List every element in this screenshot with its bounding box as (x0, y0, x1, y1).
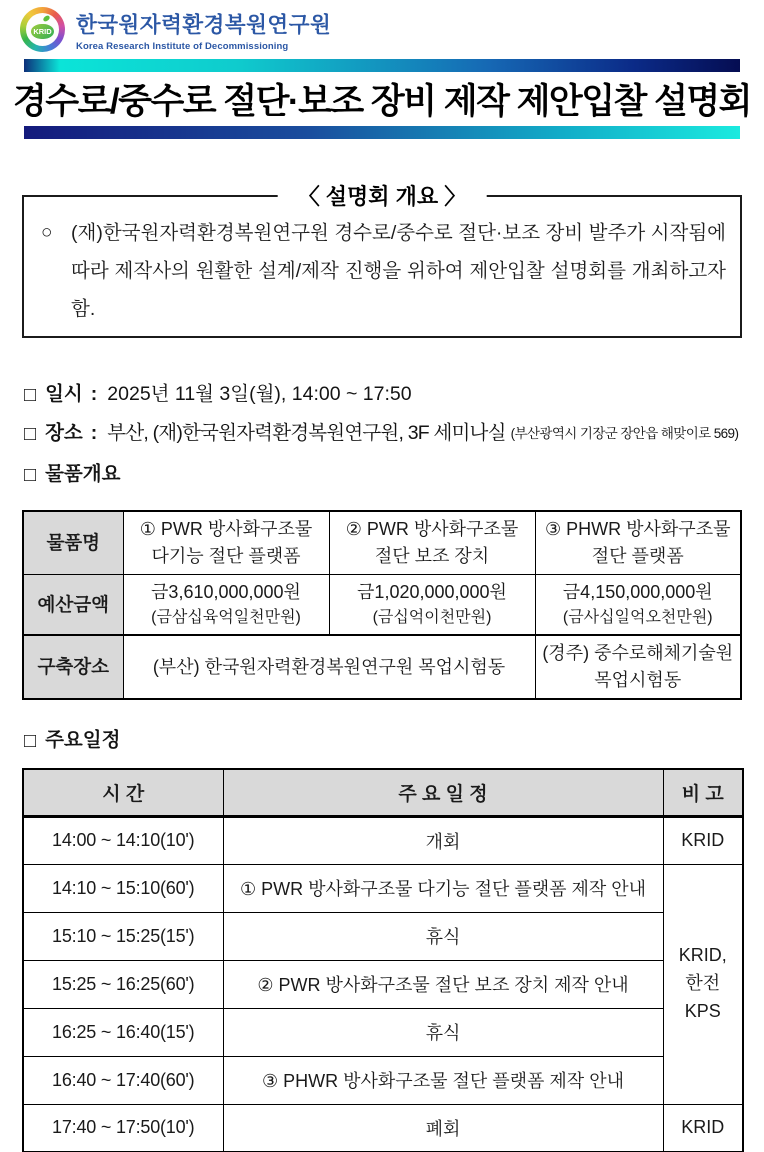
row3-event: 휴식 (223, 912, 663, 960)
item1-name (123, 511, 329, 575)
org-header (0, 0, 764, 52)
table-row (23, 912, 743, 960)
row1-time: 14:00 ~ 14:10(10') (23, 816, 223, 864)
item3-name (535, 511, 741, 575)
overview-heading: 〈 설명회 개요 〉 (278, 180, 487, 211)
row-header-location: 구축장소 (23, 635, 123, 699)
table-row (23, 1008, 743, 1056)
datetime-line (24, 378, 764, 406)
krid-logo-text: KRID (31, 24, 54, 39)
row-header-item-name: 물품명 (23, 511, 123, 575)
table-row (23, 635, 741, 699)
row4-time: 15:25 ~ 16:25(60') (23, 960, 223, 1008)
row1-note: KRID (663, 816, 743, 864)
org-name-english: Korea Research Institute of Decommissioning (76, 40, 289, 52)
venue-label: 장소 (45, 422, 83, 445)
sprout-icon (42, 15, 50, 22)
org-name-block (76, 8, 331, 52)
row2-event: ① PWR 방사화구조물 다기능 절단 플랫폼 제작 안내 (223, 864, 663, 912)
item3-budget-hangul: (금사십일억오천만원) (562, 609, 713, 627)
item1-budget-amount: 금3,610,000,000원 (151, 582, 301, 603)
row-header-budget: 예산금액 (23, 575, 123, 636)
schedule-table (22, 768, 744, 1152)
item2-budget-amount: 금1,020,000,000원 (357, 582, 507, 603)
venue-value: 부산, (재)한국원자력환경복원연구원, 3F 세미나실 (107, 422, 506, 445)
items-overview-table (22, 510, 742, 700)
item3-name-line2: 절단 플랫폼 (591, 546, 684, 567)
location-gyeongju (535, 635, 741, 699)
header-time: 시 간 (23, 769, 223, 816)
overview-box (22, 184, 742, 338)
header-note: 비 고 (663, 769, 743, 816)
items-heading-text: 물품개요 (45, 463, 121, 486)
row7-note: KRID (663, 1104, 743, 1152)
row5-event: 휴식 (223, 1008, 663, 1056)
item2-name (329, 511, 535, 575)
item1-budget (123, 575, 329, 636)
merged-note-line2: 한전KPS (684, 973, 721, 1021)
square-bullet: □ (24, 384, 37, 407)
colon-separator: : (90, 383, 98, 406)
row2-time: 14:10 ~ 15:10(60') (23, 864, 223, 912)
row1-event: 개회 (223, 816, 663, 864)
krid-logo-icon (20, 7, 65, 52)
circle-bullet: ○ (41, 222, 53, 243)
location-busan: (부산) 한국원자력환경복원연구원 목업시험동 (123, 635, 535, 699)
table-row (23, 1104, 743, 1152)
location-gyeongju-line1: (경주) 중수로해체기술원 (542, 643, 734, 664)
table-row (23, 864, 743, 912)
item2-budget-hangul: (금십억이천만원) (372, 609, 492, 627)
merged-note-cell (663, 864, 743, 1104)
item1-name-line1: ① PWR 방사화구조물 (139, 519, 313, 540)
square-bullet: □ (24, 423, 37, 446)
row7-event: 폐회 (223, 1104, 663, 1152)
header-event: 주 요 일 정 (223, 769, 663, 816)
overview-body: (재)한국원자력환경복원연구원 경수로/중수로 절단·보조 장비 발주가 시작됨에 따라 제작사의 원활한 설계/제작 진행을 위하여 제안입찰 설명회를 개최하고자 함. (71, 222, 726, 321)
item2-name-line2: 절단 보조 장치 (374, 546, 490, 567)
item3-budget-amount: 금4,150,000,000원 (562, 582, 713, 603)
merged-note-line1: KRID, (678, 945, 727, 966)
row5-time: 16:25 ~ 16:40(15') (23, 1008, 223, 1056)
item2-budget (329, 575, 535, 636)
location-gyeongju-line2: 목업시험동 (594, 670, 682, 691)
table-row (23, 575, 741, 636)
table-row (23, 960, 743, 1008)
datetime-label: 일시 (45, 383, 83, 406)
table-row (23, 1056, 743, 1104)
schedule-heading-text: 주요일정 (45, 729, 121, 752)
venue-address-note: (부산광역시 기장군 장안읍 해맞이로 569) (510, 426, 739, 442)
table-row (23, 511, 741, 575)
krid-logo-inner (26, 13, 59, 46)
square-bullet: □ (24, 730, 37, 753)
schedule-section-heading (24, 724, 764, 752)
datetime-value: 2025년 11월 3일(월), 14:00 ~ 17:50 (107, 383, 412, 406)
item1-name-line2: 다기능 절단 플랫폼 (151, 546, 301, 567)
table-row (23, 816, 743, 864)
document-title: 경수로/중수로 절단·보조 장비 제작 제안입찰 설명회 (12, 82, 751, 121)
row7-time: 17:40 ~ 17:50(10') (23, 1104, 223, 1152)
item3-name-line1: ③ PHWR 방사화구조물 (545, 519, 731, 540)
colon-separator: : (90, 422, 98, 445)
gradient-bar-top (24, 59, 740, 72)
gradient-bar-bottom (24, 126, 740, 139)
overview-text (40, 214, 726, 328)
square-bullet: □ (24, 464, 37, 487)
row6-event: ③ PHWR 방사화구조물 절단 플랫폼 제작 안내 (223, 1056, 663, 1104)
table-header-row (23, 769, 743, 816)
row4-event: ② PWR 방사화구조물 절단 보조 장치 제작 안내 (223, 960, 663, 1008)
venue-line (24, 417, 764, 445)
row6-time: 16:40 ~ 17:40(60') (23, 1056, 223, 1104)
item2-name-line1: ② PWR 방사화구조물 (345, 519, 519, 540)
row3-time: 15:10 ~ 15:25(15') (23, 912, 223, 960)
org-name-korean: 한국원자력환경복원연구원 (76, 12, 332, 37)
items-section-heading (24, 458, 764, 486)
item1-budget-hangul: (금삼십육억일천만원) (151, 609, 301, 627)
item3-budget (535, 575, 741, 636)
